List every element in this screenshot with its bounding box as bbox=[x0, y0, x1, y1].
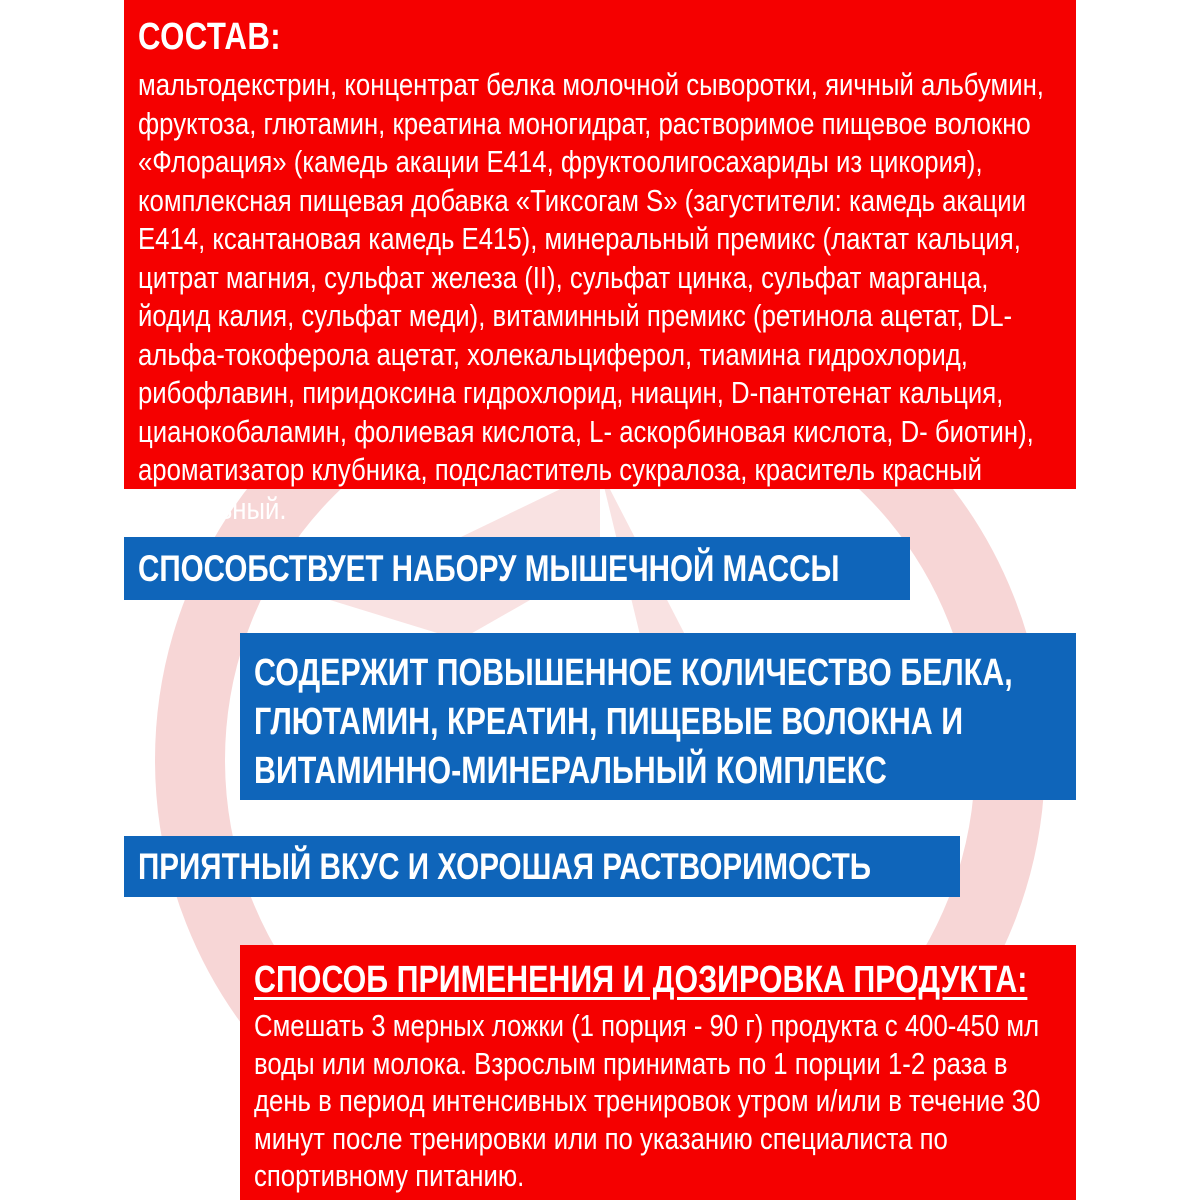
usage-text: Смешать 3 мерных ложки (1 порция - 90 г) продукта с 400-450 мл воды или молока. Взрослым принимать по 1 порции 1-2 раза в день в период интенсивных тренировок утром и/или в течение 30 минут после тренировки или по указанию специалиста по спортивному питанию. bbox=[254, 1008, 1041, 1193]
feature-contents-banner bbox=[240, 633, 1076, 800]
usage-panel bbox=[240, 945, 1076, 1200]
feature-contents-line2: ГЛЮТАМИН, КРЕАТИН, ПИЩЕВЫЕ ВОЛОКНА И bbox=[254, 701, 964, 743]
composition-text: мальтодекстрин, концентрат белка молочной сыворотки, яичный альбумин, фруктоза, глютамин, креатина моногидрат, растворимое пищевое волокно «Флорация» (камедь акации Е414, фруктоолигосахариды из цикория), комплексная пищевая добавка «Тиксогам S» (загустители: камедь акации Е414, ксантановая камедь Е415), минеральный премикс (лактат кальция, цитрат магния, сульфат железа (II), сульфат цинка, сульфат марганца, йодид калия, сульфат меди), витаминный премикс (ретинола ацетат, DL-альфа-токоферола ацетат, холекальциферол, тиамина гидрохлорид, рибофлавин, пиридоксина гидрохлорид, ниацин, D-пантотенат кальция, цианокобаламин, фолиевая кислота, L- аскорбиновая кислота, D- биотин), ароматизатор клубника, подсластитель сукралоза, краситель красный свекольный. bbox=[138, 67, 1044, 526]
feature-muscle-text: СПОСОБСТВУЕТ НАБОРУ МЫШЕЧНОЙ МАССЫ bbox=[138, 548, 840, 589]
composition-panel bbox=[124, 0, 1076, 526]
feature-contents-line1: СОДЕРЖИТ ПОВЫШЕННОЕ КОЛИЧЕСТВО БЕЛКА, bbox=[254, 652, 1013, 694]
feature-muscle-banner bbox=[124, 537, 910, 600]
feature-contents-line3: ВИТАМИННО-МИНЕРАЛЬНЫЙ КОМПЛЕКС bbox=[254, 750, 887, 792]
composition-title: СОСТАВ: bbox=[138, 16, 282, 58]
usage-title: СПОСОБ ПРИМЕНЕНИЯ И ДОЗИРОВКА ПРОДУКТА: bbox=[254, 959, 1028, 1001]
feature-taste-banner bbox=[124, 836, 960, 897]
feature-taste-text: ПРИЯТНЫЙ ВКУС И ХОРОШАЯ РАСТВОРИМОСТЬ bbox=[138, 846, 872, 887]
